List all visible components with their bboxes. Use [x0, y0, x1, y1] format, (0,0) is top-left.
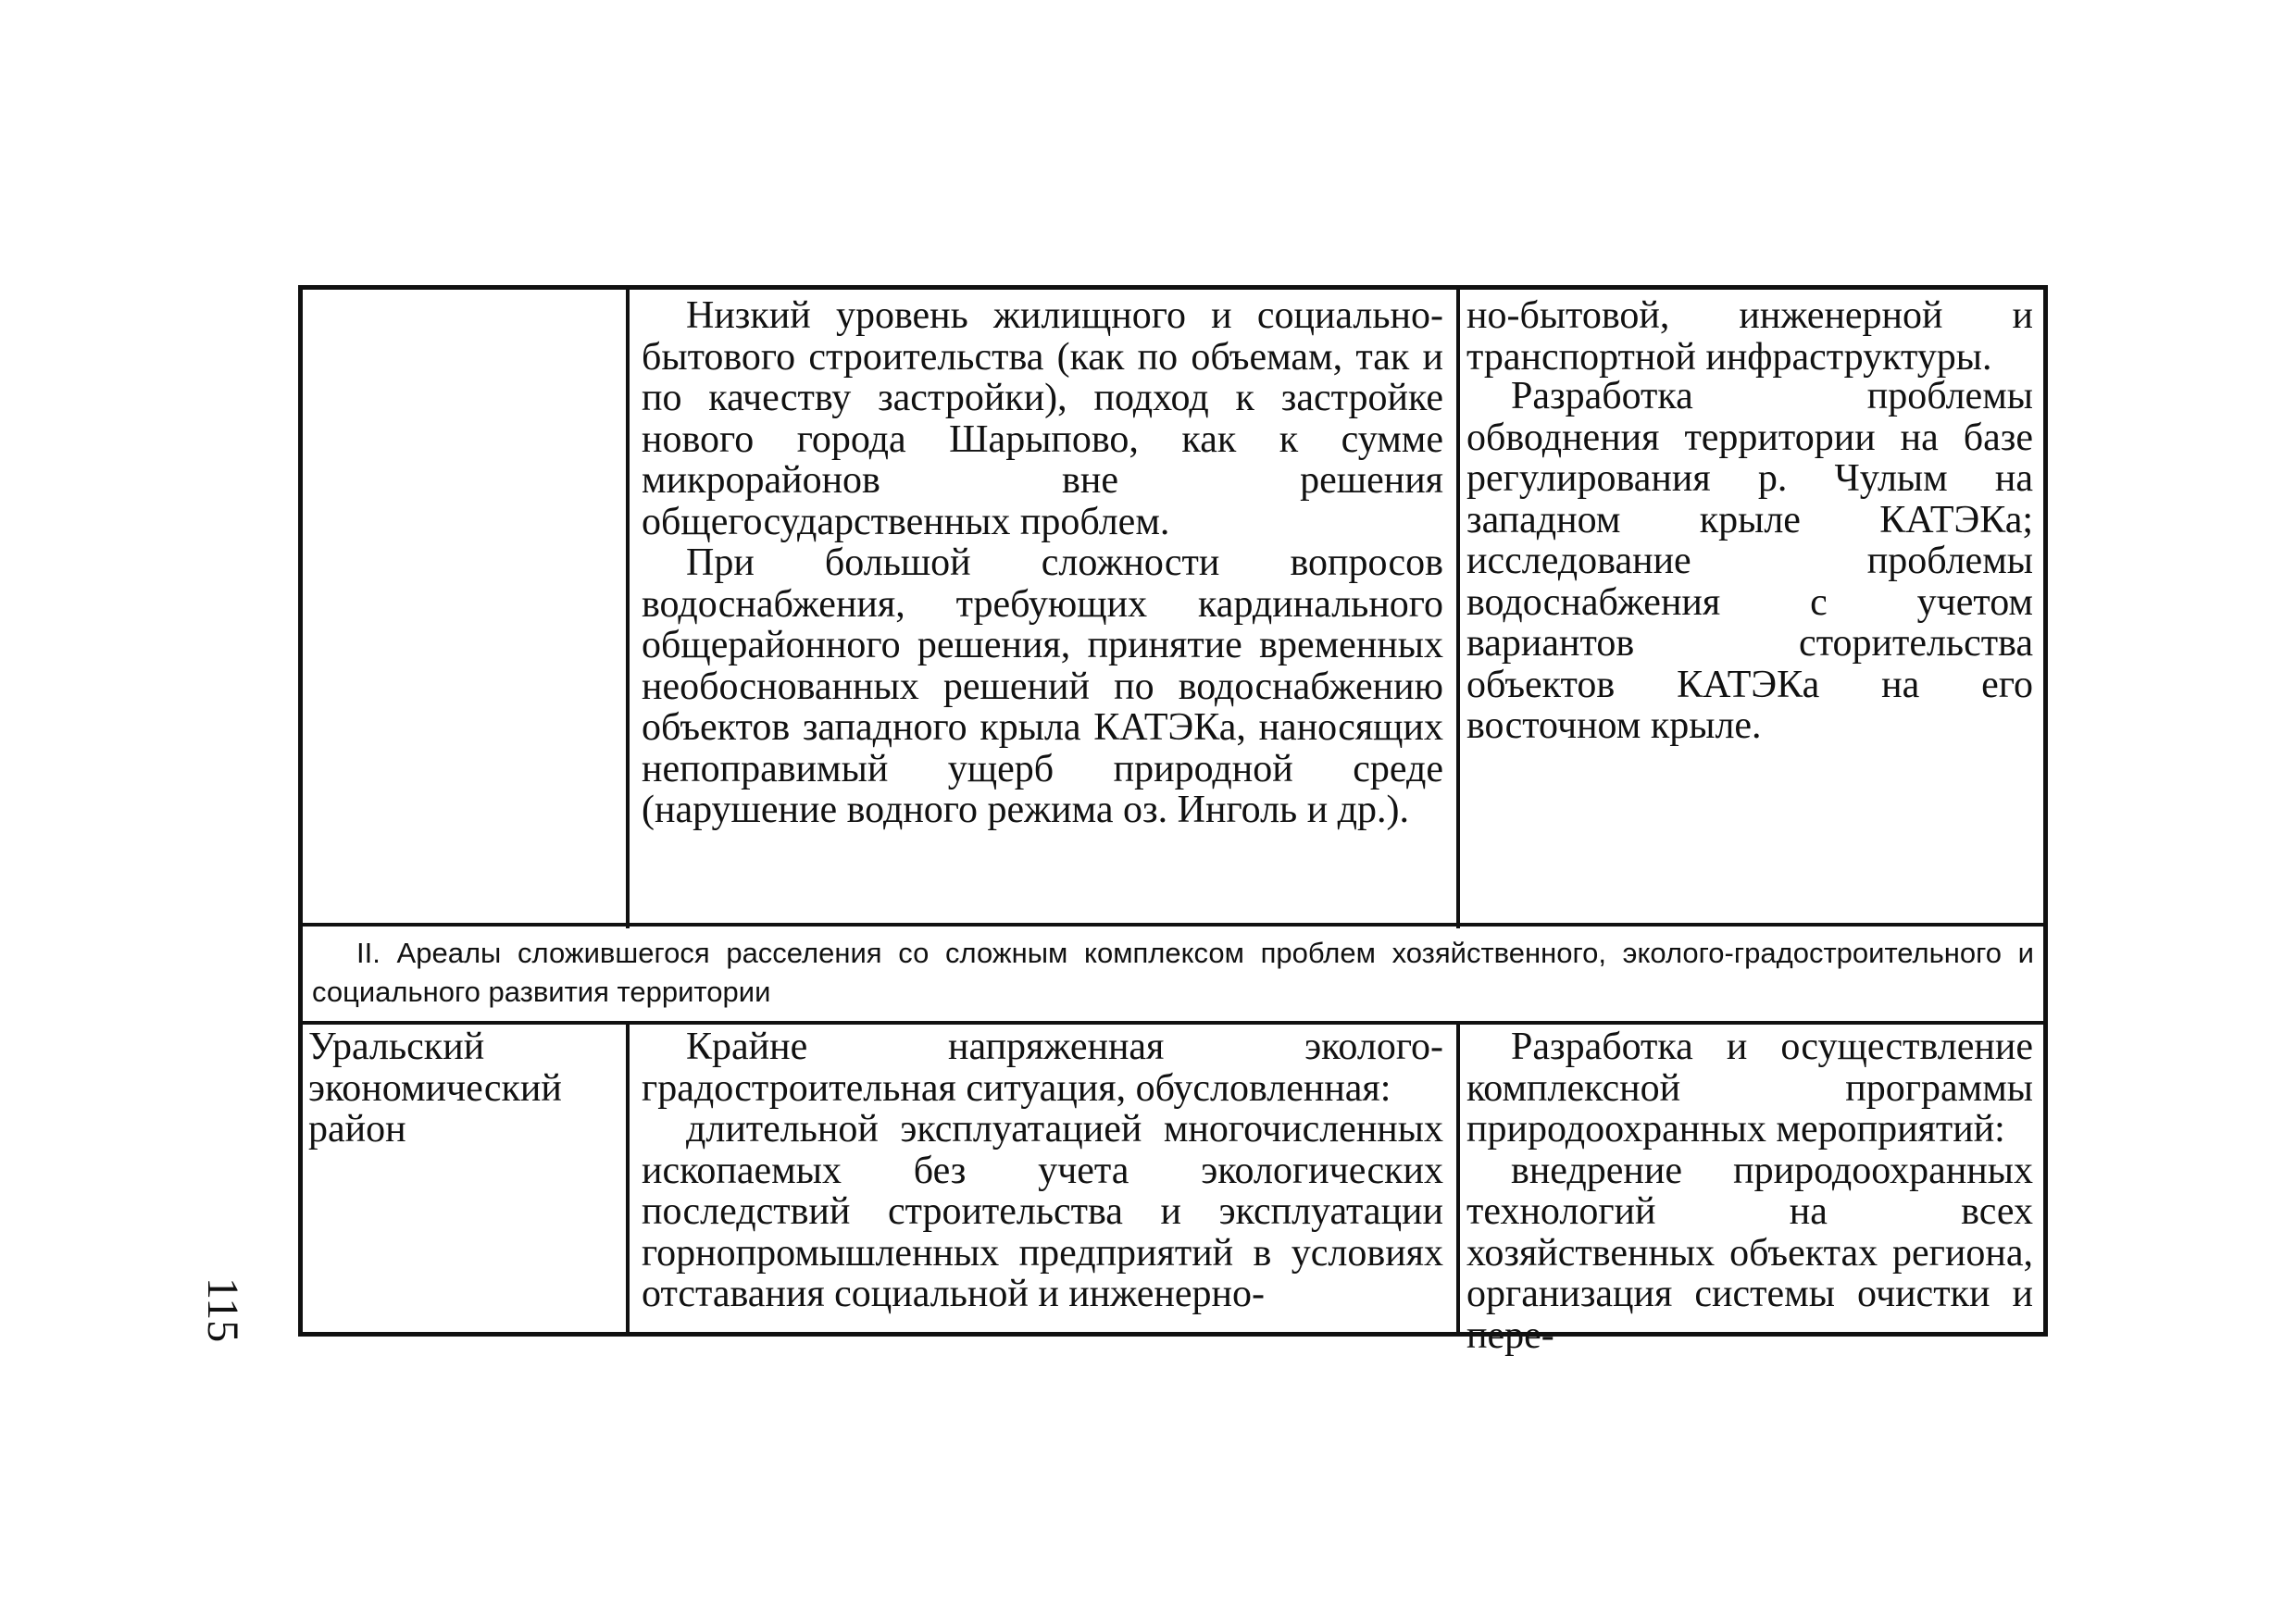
column-divider — [626, 1021, 630, 1332]
block1-problems-paragraph-1: Низкий уровень жилищного и социально-бытового строительства (как по объемам, так и по качеству застройки), подход к застройке нового города Шарыпово, как к сумме микрорайонов вне решения общегосударственных проблем. — [642, 294, 1443, 543]
column-divider — [626, 290, 630, 928]
column-divider — [1456, 1021, 1460, 1332]
block2-measures-paragraph-2: внедрение природоохранных технологий на всех хозяйственных объектах региона, организация системы очистки и пере- — [1466, 1149, 2033, 1357]
block2-measures-cell — [1463, 1026, 2039, 1357]
block2-problems-cell — [632, 1026, 1449, 1332]
document-table — [298, 285, 2048, 1357]
block1-region-cell — [303, 290, 626, 923]
block1-measures-paragraph-1: но-бытовой, инженерной и транспортной инфраструктуры. — [1466, 294, 2033, 379]
section-heading-cell — [303, 928, 2043, 1021]
block1-problems-cell — [632, 295, 1449, 921]
block1-problems-paragraph-2: При большой сложности вопросов водоснабжения, требующих кардинального общерайонного решения, принятие временных необоснованных решений по водоснабжению объектов западного крыла КАТЭКа, наносящих непоправимый ущерб природной среде (нарушение водного режима оз. Инголь и др.). — [642, 541, 1443, 831]
block2-problems-paragraph-1: Крайне напряженная эколого-градостроительная ситуация, обусловленная: — [642, 1026, 1443, 1110]
block2-region-cell — [303, 1026, 626, 1332]
section-heading: II. Ареалы сложившегося расселения со сложным комплексом проблем хозяйственного, эколого-градостроительного и социального развития территории — [312, 937, 2034, 1008]
row-divider — [303, 1021, 2043, 1025]
block1-measures-paragraph-2: Разработка проблемы обводнения территории на базе регулирования р. Чулым на западном крыле КАТЭКа; исследование проблемы водоснабжения с учетом вариантов сторительства объектов КАТЭКа на его восточном крыле. — [1466, 375, 2033, 747]
column-divider — [1456, 290, 1460, 928]
block2-problems-paragraph-2: длительной эксплуатацией многочисленных ископаемых без учета экологических последствий строительства и эксплуатации горнопромышленных предприятий в условиях отставания социальной и инженерно- — [642, 1108, 1443, 1315]
block2-measures-paragraph-1: Разработка и осуществление комплексной программы природоохранных мероприятий: — [1466, 1026, 2033, 1151]
block1-measures-cell — [1463, 295, 2039, 921]
page-number: 115 — [198, 1277, 247, 1343]
row-divider — [303, 923, 2043, 927]
region-name: Уральский экономический район — [308, 1026, 562, 1151]
